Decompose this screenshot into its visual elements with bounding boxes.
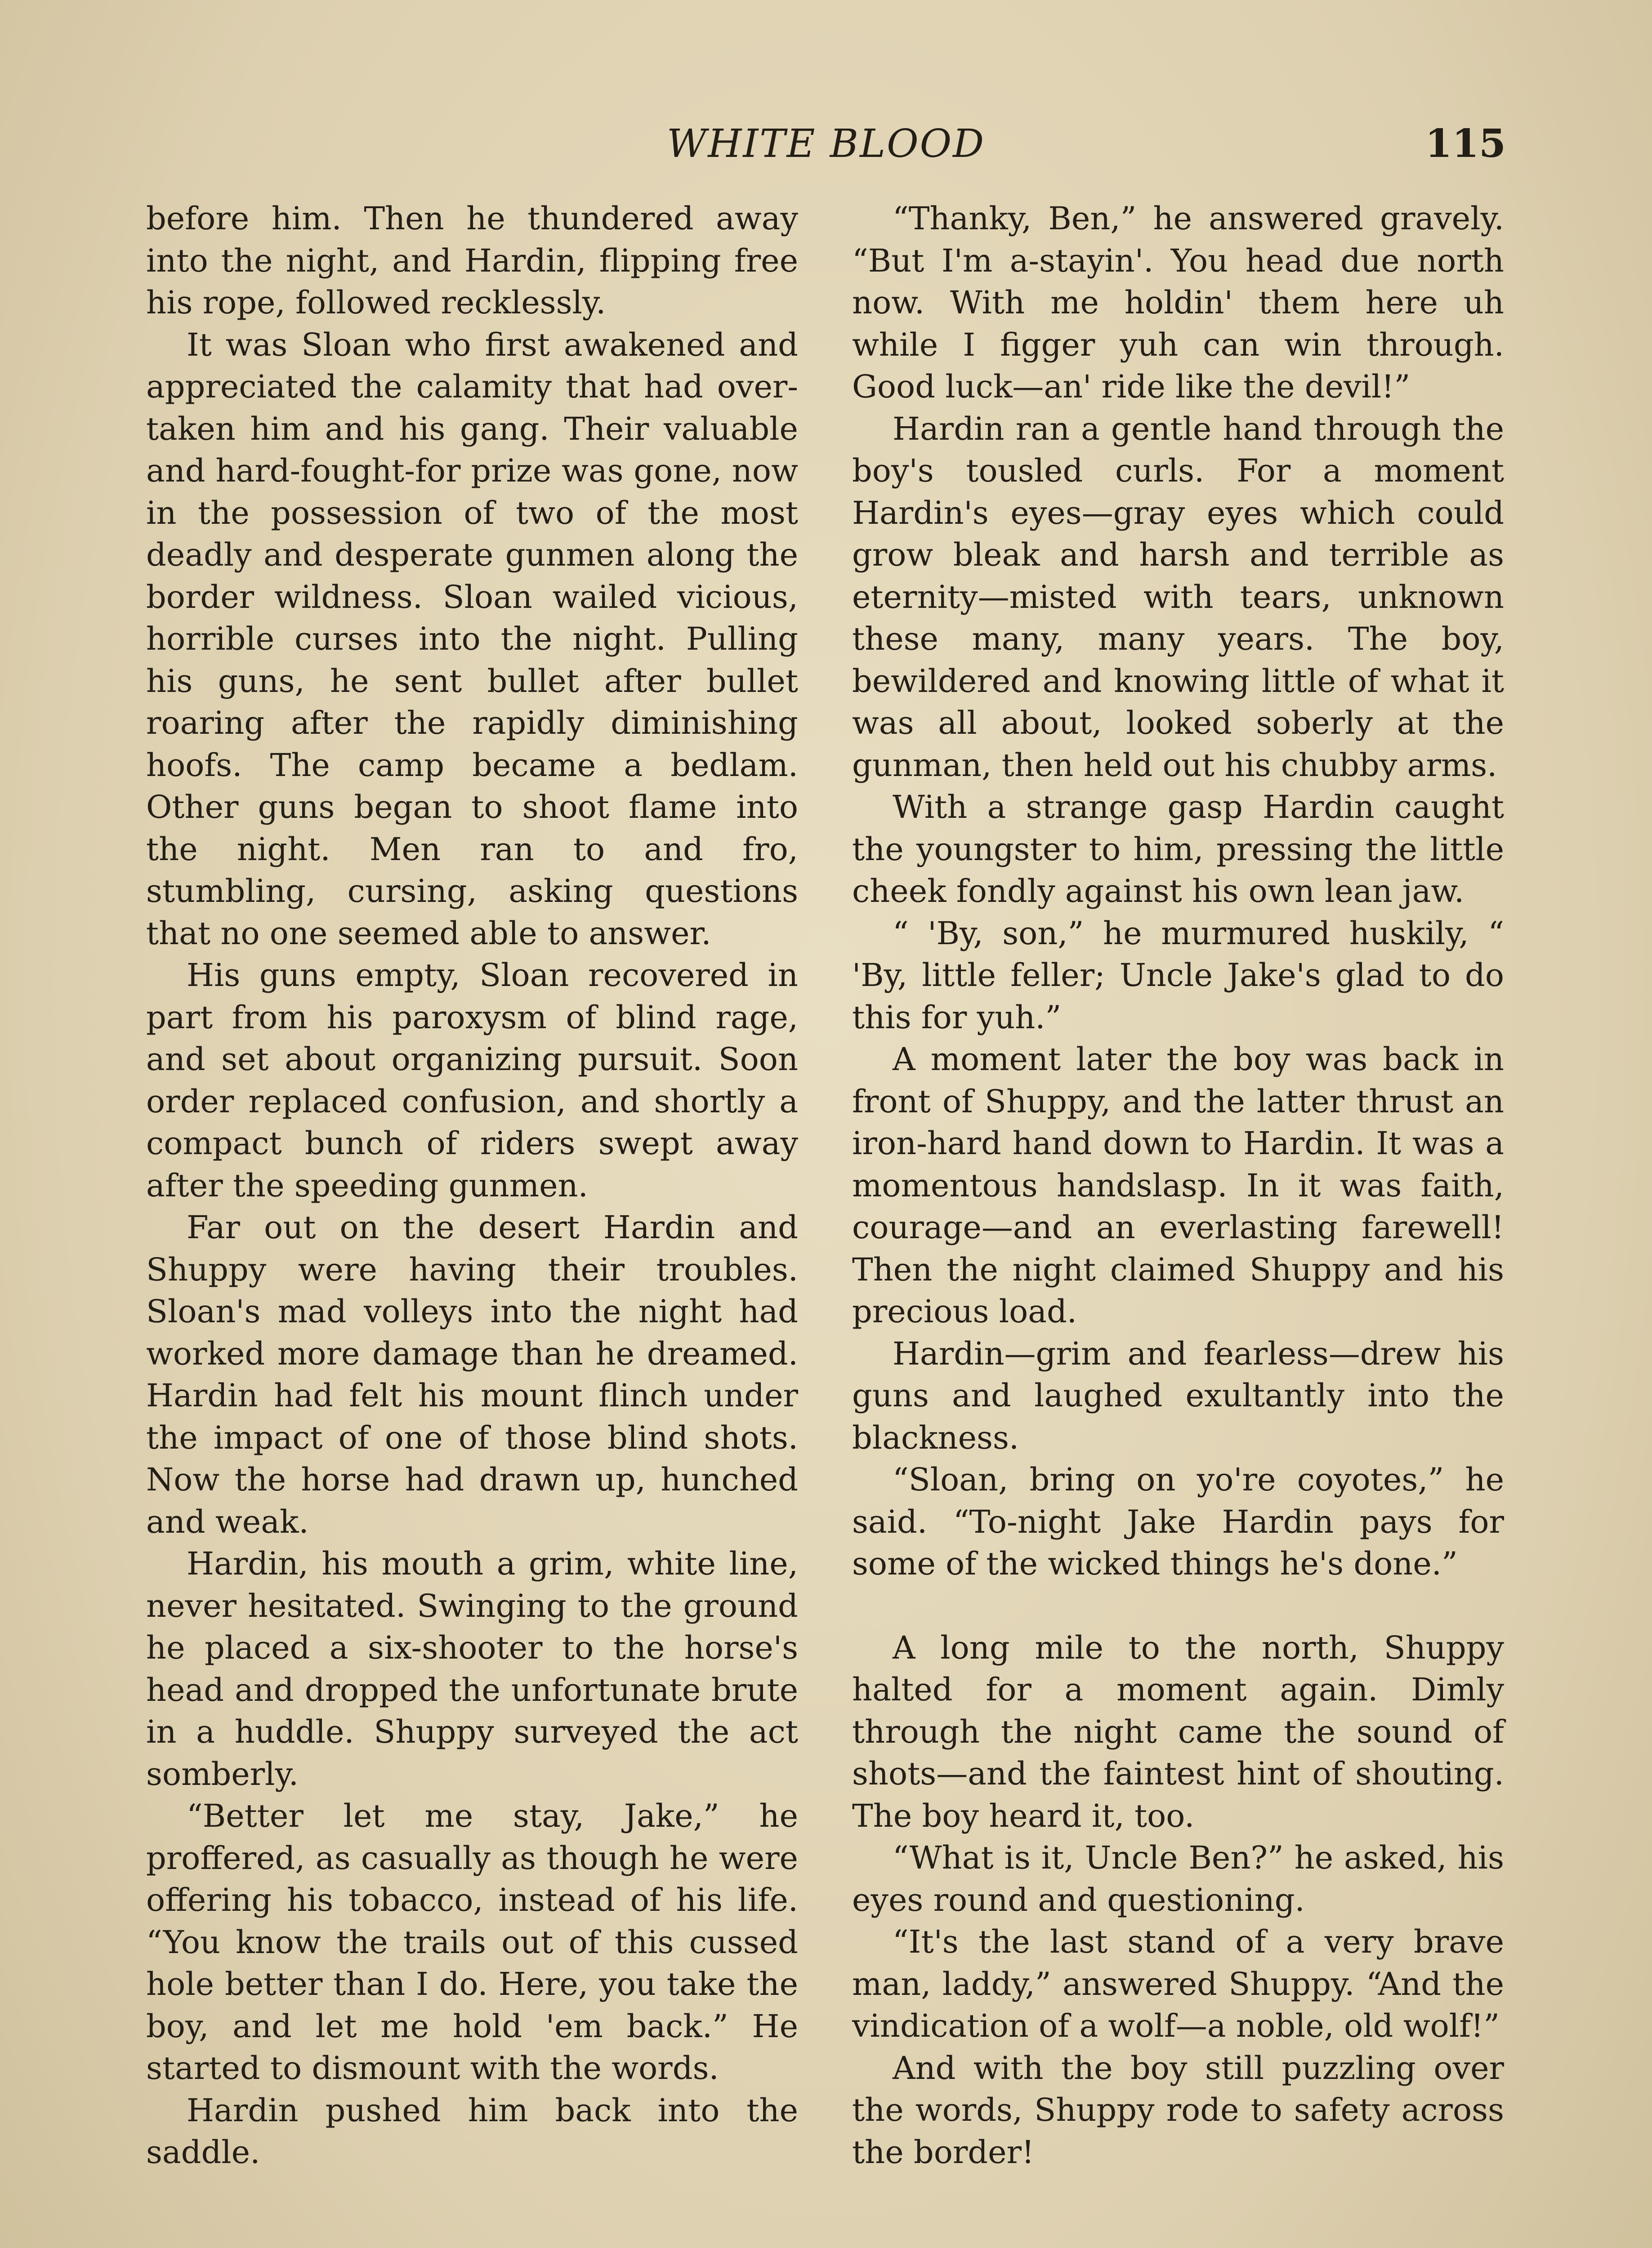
paragraph: A long mile to the north, Shuppy halted for a moment again. Dimly through the night came the sound of shots—and the faintest hint of shouting. The boy heard it, too. — [852, 1629, 1504, 1834]
paragraph: “Sloan, bring on yo're coyotes,” he said. “To-night Jake Hardin pays for some of the wicked things he's done.” — [852, 1461, 1504, 1582]
paragraph: Hardin ran a gentle hand through the boy's tousled curls. For a moment Hardin's eyes—gray eyes which could grow bleak and harsh and terrible as eternity—misted with tears, unknown these many, many years. The boy, bewildered and knowing little of what it was all about, looked soberly at the gunman, then held out his chubby arms. — [852, 410, 1504, 784]
right-column — [852, 198, 1504, 2173]
paragraph: “Thanky, Ben,” he answered gravely. “But I'm a-stayin'. You head due north now. With me holdin' them here uh while I figger yuh can win through. Good luck—an' ride like the devil!” — [852, 200, 1504, 405]
paragraph: And with the boy still puzzling over the words, Shuppy rode to safety across the border! — [852, 2049, 1504, 2171]
running-header — [0, 119, 1652, 169]
running-title: WHITE BLOOD — [666, 121, 986, 166]
paragraph: before him. Then he thundered away into the night, and Hardin, flipping free his rope, followed recklessly. — [146, 200, 798, 321]
paragraph: “ 'By, son,” he murmured huskily, “ 'By, little feller; Uncle Jake's glad to do this for yuh.” — [852, 914, 1504, 1036]
paragraph: It was Sloan who first awakened and appreciated the calamity that had overtaken him and his gang. Their valuable and hard-fought-for prize was gone, now in the possession of two of the most deadly and desperate gunmen along the border wildness. Sloan wailed vicious, horrible curses into the night. Pulling his guns, he sent bullet after bullet roaring after the rapidly diminishing hoofs. The camp became a bedlam. Other guns began to shoot flame into the night. Men ran to and fro, stumbling, cursing, asking questions that no one seemed able to answer. — [146, 326, 798, 952]
page-number: 115 — [1425, 121, 1506, 166]
paragraph: Hardin, his mouth a grim, white line, never hesitated. Swinging to the ground he placed a six-shooter to the horse's head and dropped the unfortunate brute in a huddle. Shuppy surveyed the act somberly. — [146, 1545, 798, 1793]
paragraph: “It's the last stand of a very brave man, laddy,” answered Shuppy. “And the vindication of a wolf—a noble, old wolf!” — [852, 1923, 1504, 2044]
paragraph: Hardin pushed him back into the saddle. — [146, 2092, 798, 2171]
paragraph: “What is it, Uncle Ben?” he asked, his eyes round and questioning. — [852, 1839, 1504, 1918]
paragraph: “Better let me stay, Jake,” he proffered, as casually as though he were offering his tobacco, instead of his life. “You know the trails out of this cussed hole better than I do. Here, you take the boy, and let me hold 'em back.” He started to dismount with the words. — [146, 1798, 798, 2087]
left-column — [146, 198, 798, 2174]
paragraph: Hardin—grim and fearless—drew his guns and laughed exultantly into the blackness. — [852, 1335, 1504, 1456]
paragraph: With a strange gasp Hardin caught the youngster to him, pressing the little cheek fondly against his own lean jaw. — [852, 789, 1504, 910]
paragraph: A moment later the boy was back in front of Shuppy, and the latter thrust an iron-hard hand down to Hardin. It was a momentous handslasp. In it was faith, courage—and an everlasting farewell! Then the night claimed Shuppy and his precious load. — [852, 1041, 1504, 1330]
paragraph: His guns empty, Sloan recovered in part from his paroxysm of blind rage, and set about organizing pursuit. Soon order replaced confusion, and shortly a compact bunch of riders swept away after the speeding gunmen. — [146, 957, 798, 1204]
paragraph: Far out on the desert Hardin and Shuppy were having their troubles. Sloan's mad volleys into the night had worked more damage than he dreamed. Hardin had felt his mount flinch under the impact of one of those blind shots. Now the horse had drawn up, hunched and weak. — [146, 1209, 798, 1540]
